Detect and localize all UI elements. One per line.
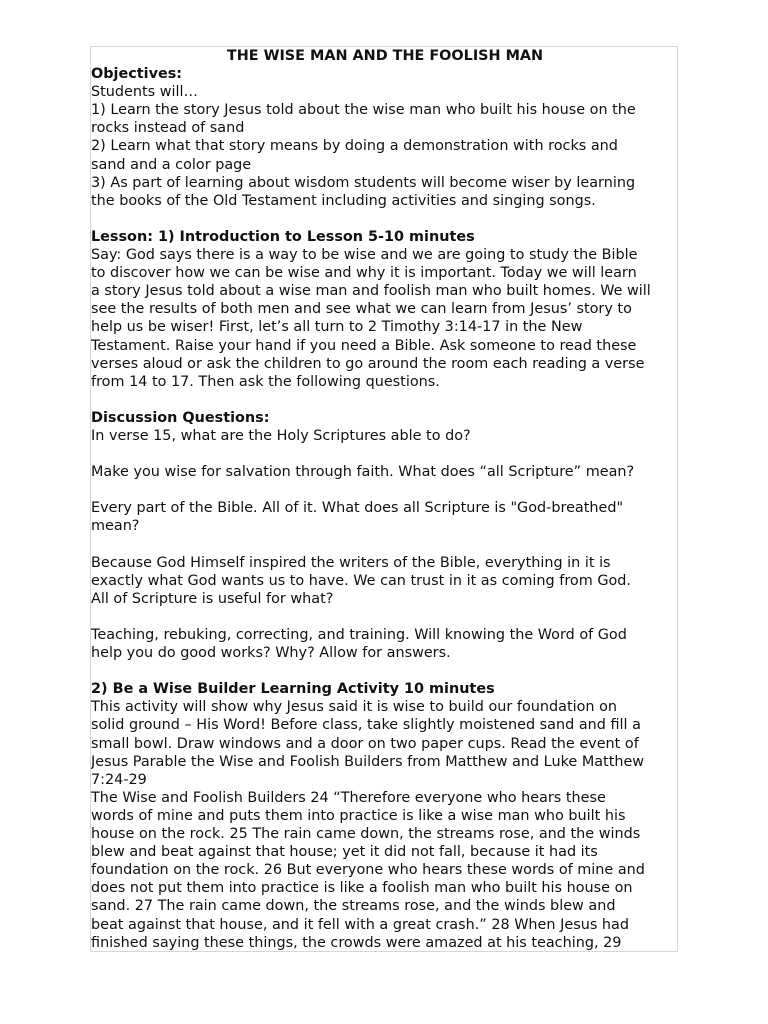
discussion-line: Make you wise for salvation through faith. What does “all Scripture” mean? bbox=[91, 464, 635, 481]
activity-line: foundation on the rock. 26 But everyone who hears these words of mine and bbox=[91, 862, 645, 879]
discussion-line: Teaching, rebuking, correcting, and training. Will knowing the Word of God bbox=[91, 627, 627, 643]
discussion-line: Because God Himself inspired the writers of the Bible, everything in it is bbox=[91, 554, 611, 571]
paragraph-spacer bbox=[91, 662, 678, 680]
lesson-line: verses aloud or ask the children to go around the room each reading a verse bbox=[91, 355, 645, 372]
lesson-line: Say: God says there is a way to be wise and we are going to study the Bible bbox=[91, 247, 638, 264]
activity-line: beat against that house, and it fell with a great crash.” 28 When Jesus had bbox=[91, 916, 629, 933]
lesson-line: Testament. Raise your hand if you need a Bible. Ask someone to read these bbox=[91, 337, 637, 354]
lesson-line: see the results of both men and see what we can learn from Jesus’ story to bbox=[91, 301, 632, 318]
objectives-line: 1) Learn the story Jesus told about the wise man who built his house on the bbox=[91, 102, 636, 119]
discussion-heading: Discussion Questions: bbox=[91, 409, 270, 426]
paragraph-spacer bbox=[91, 391, 678, 409]
lesson-line: from 14 to 17. Then ask the following questions. bbox=[91, 373, 440, 390]
document-title: THE WISE MAN AND THE FOOLISH MAN bbox=[226, 48, 544, 64]
document-content bbox=[91, 47, 678, 952]
discussion-line: Every part of the Bible. All of it. What does all Scripture is "God-breathed" bbox=[91, 500, 624, 517]
discussion-line: mean? bbox=[91, 518, 140, 535]
paragraph-spacer bbox=[91, 445, 678, 463]
activity-line: solid ground – His Word! Before class, take slightly moistened sand and fill a bbox=[91, 717, 641, 734]
discussion-line: In verse 15, what are the Holy Scriptures able to do? bbox=[91, 427, 471, 444]
objectives-line: 3) As part of learning about wisdom students will become wiser by learning bbox=[91, 174, 636, 191]
objectives-line: 2) Learn what that story means by doing a demonstration with rocks and bbox=[91, 138, 618, 155]
lesson-line: help us be wiser! First, let’s all turn to 2 Timothy 3:14-17 in the New bbox=[91, 319, 583, 336]
activity-line: blew and beat against that house; yet it did not fall, because it had its bbox=[91, 844, 598, 861]
activity-line: finished saying these things, the crowds were amazed at his teaching, 29 bbox=[91, 934, 622, 951]
activity-line: small bowl. Draw windows and a door on two paper cups. Read the event of bbox=[91, 735, 639, 752]
paragraph-spacer bbox=[91, 481, 678, 499]
lesson-line: a story Jesus told about a wise man and foolish man who built homes. We will bbox=[91, 283, 651, 300]
activity-line: The Wise and Foolish Builders 24 “Therefore everyone who hears these bbox=[91, 789, 606, 806]
discussion-line: All of Scripture is useful for what? bbox=[91, 590, 334, 607]
activity-line: 7:24-29 bbox=[91, 771, 147, 788]
objectives-line: Students will… bbox=[91, 84, 198, 101]
activity-heading: 2) Be a Wise Builder Learning Activity 10 minutes bbox=[91, 681, 495, 698]
activity-line: This activity will show why Jesus said it is wise to build our foundation on bbox=[91, 699, 618, 716]
paragraph-spacer bbox=[91, 608, 678, 626]
activity-line: words of mine and puts them into practice is like a wise man who built his bbox=[91, 807, 626, 824]
objectives-line: rocks instead of sand bbox=[91, 120, 245, 137]
lesson-heading: Lesson: 1) Introduction to Lesson 5-10 minutes bbox=[91, 228, 475, 245]
objectives-heading: Objectives: bbox=[91, 66, 183, 83]
activity-line: house on the rock. 25 The rain came down, the streams rose, and the winds bbox=[91, 826, 641, 843]
lesson-line: to discover how we can be wise and why it is important. Today we will learn bbox=[91, 265, 637, 282]
paragraph-spacer bbox=[91, 536, 678, 554]
document-page bbox=[90, 46, 678, 952]
objectives-line: the books of the Old Testament including activities and singing songs. bbox=[91, 192, 596, 209]
objectives-line: sand and a color page bbox=[91, 156, 252, 173]
paragraph-spacer bbox=[91, 210, 678, 228]
activity-line: sand. 27 The rain came down, the streams rose, and the winds blew and bbox=[91, 898, 616, 915]
discussion-line: help you do good works? Why? Allow for answers. bbox=[91, 645, 451, 662]
activity-line: Jesus Parable the Wise and Foolish Builders from Matthew and Luke Matthew bbox=[91, 753, 645, 770]
activity-line: does not put them into practice is like a foolish man who built his house on bbox=[91, 880, 633, 897]
discussion-line: exactly what God wants us to have. We can trust in it as coming from God. bbox=[91, 572, 631, 589]
